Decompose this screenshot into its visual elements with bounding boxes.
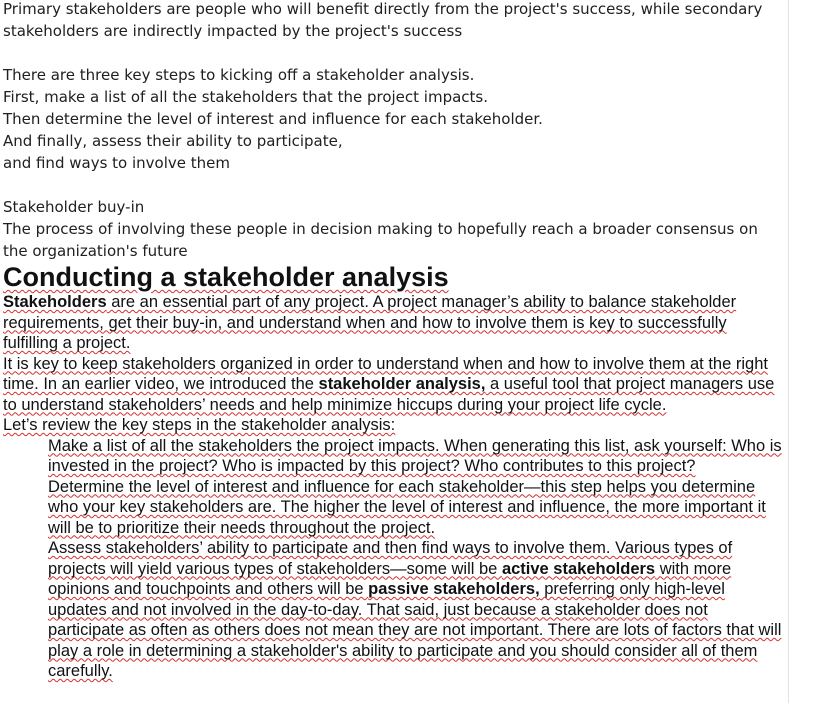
document-body[interactable] bbox=[3, 0, 785, 682]
note-line: Stakeholder buy-in bbox=[3, 198, 145, 216]
bold-term: active stakeholders bbox=[501, 559, 656, 578]
paragraph-organize bbox=[3, 354, 785, 416]
article-section bbox=[3, 262, 785, 682]
step-2: Determine the level of interest and influence for each stakeholder—this step helps you determine who your key stakeholders are. The higher the level of interest and influence, the more important it will be to prioritize their needs throughout the project. bbox=[48, 477, 766, 537]
paragraph-text: are an essential part of any project. A project manager’s ability to balance stakeholder requirements, get their buy-in, and understand when and how to involve them is key to successfully fulfilling a project. bbox=[3, 293, 737, 352]
paragraph-text: with more opinions and touchpoints and others will be bbox=[48, 559, 732, 598]
page-edge-divider bbox=[788, 0, 789, 703]
bold-term: passive stakeholders, bbox=[368, 580, 540, 598]
note-line: There are three key steps to kicking off a stakeholder analysis. bbox=[3, 66, 475, 84]
step-3 bbox=[3, 538, 785, 682]
notes-section bbox=[3, 0, 785, 262]
article-heading: Conducting a stakeholder analysis bbox=[3, 262, 449, 292]
paragraph-intro bbox=[3, 292, 785, 354]
note-line: Then determine the level of interest and influence for each stakeholder. bbox=[3, 110, 543, 128]
blank-line bbox=[3, 42, 785, 64]
blank-line bbox=[3, 174, 785, 196]
bold-term: Stakeholders bbox=[3, 293, 107, 311]
paragraph-text: Assess stakeholders’ ability to participate and then find ways to involve them. Various types of projects will yield various types of stakeholders—some will be bbox=[48, 539, 733, 578]
note-line: First, make a list of all the stakeholders that the project impacts. bbox=[3, 88, 488, 106]
note-line: The process of involving these people in decision making to hopefully reach a broader consensus on the organization's future bbox=[3, 220, 758, 260]
paragraph-review: Let’s review the key steps in the stakeholder analysis: bbox=[3, 416, 396, 434]
note-line: Primary stakeholders are people who will benefit directly from the project's success, while secondary stakeholders are indirectly impacted by the project's success bbox=[3, 0, 763, 40]
paragraph-text: a useful tool that project managers use to understand stakeholders’ needs and help minimize hiccups during your project life cycle. bbox=[3, 375, 775, 414]
step-1: Make a list of all the stakeholders the project impacts. When generating this list, ask yourself: Who is invested in the project? Who is impacted by this project? Who contributes to this project? bbox=[48, 436, 782, 475]
paragraph-text: It is key to keep stakeholders organized in order to understand when and how to involve them at the right time. In an earlier video, we introduced the bbox=[3, 354, 768, 393]
note-line: And finally, assess their ability to participate, bbox=[3, 132, 343, 150]
note-line: and find ways to involve them bbox=[3, 154, 230, 172]
bold-term: stakeholder analysis, bbox=[318, 375, 486, 393]
paragraph-text: preferring only high-level updates and not involved in the day-to-day. That said, just because a stakeholder does not participate as often as others does not mean they are not important. There are lots of factors that will play a role in determining a stakeholder's ability to participate and you should consider all of them carefully. bbox=[48, 580, 782, 680]
